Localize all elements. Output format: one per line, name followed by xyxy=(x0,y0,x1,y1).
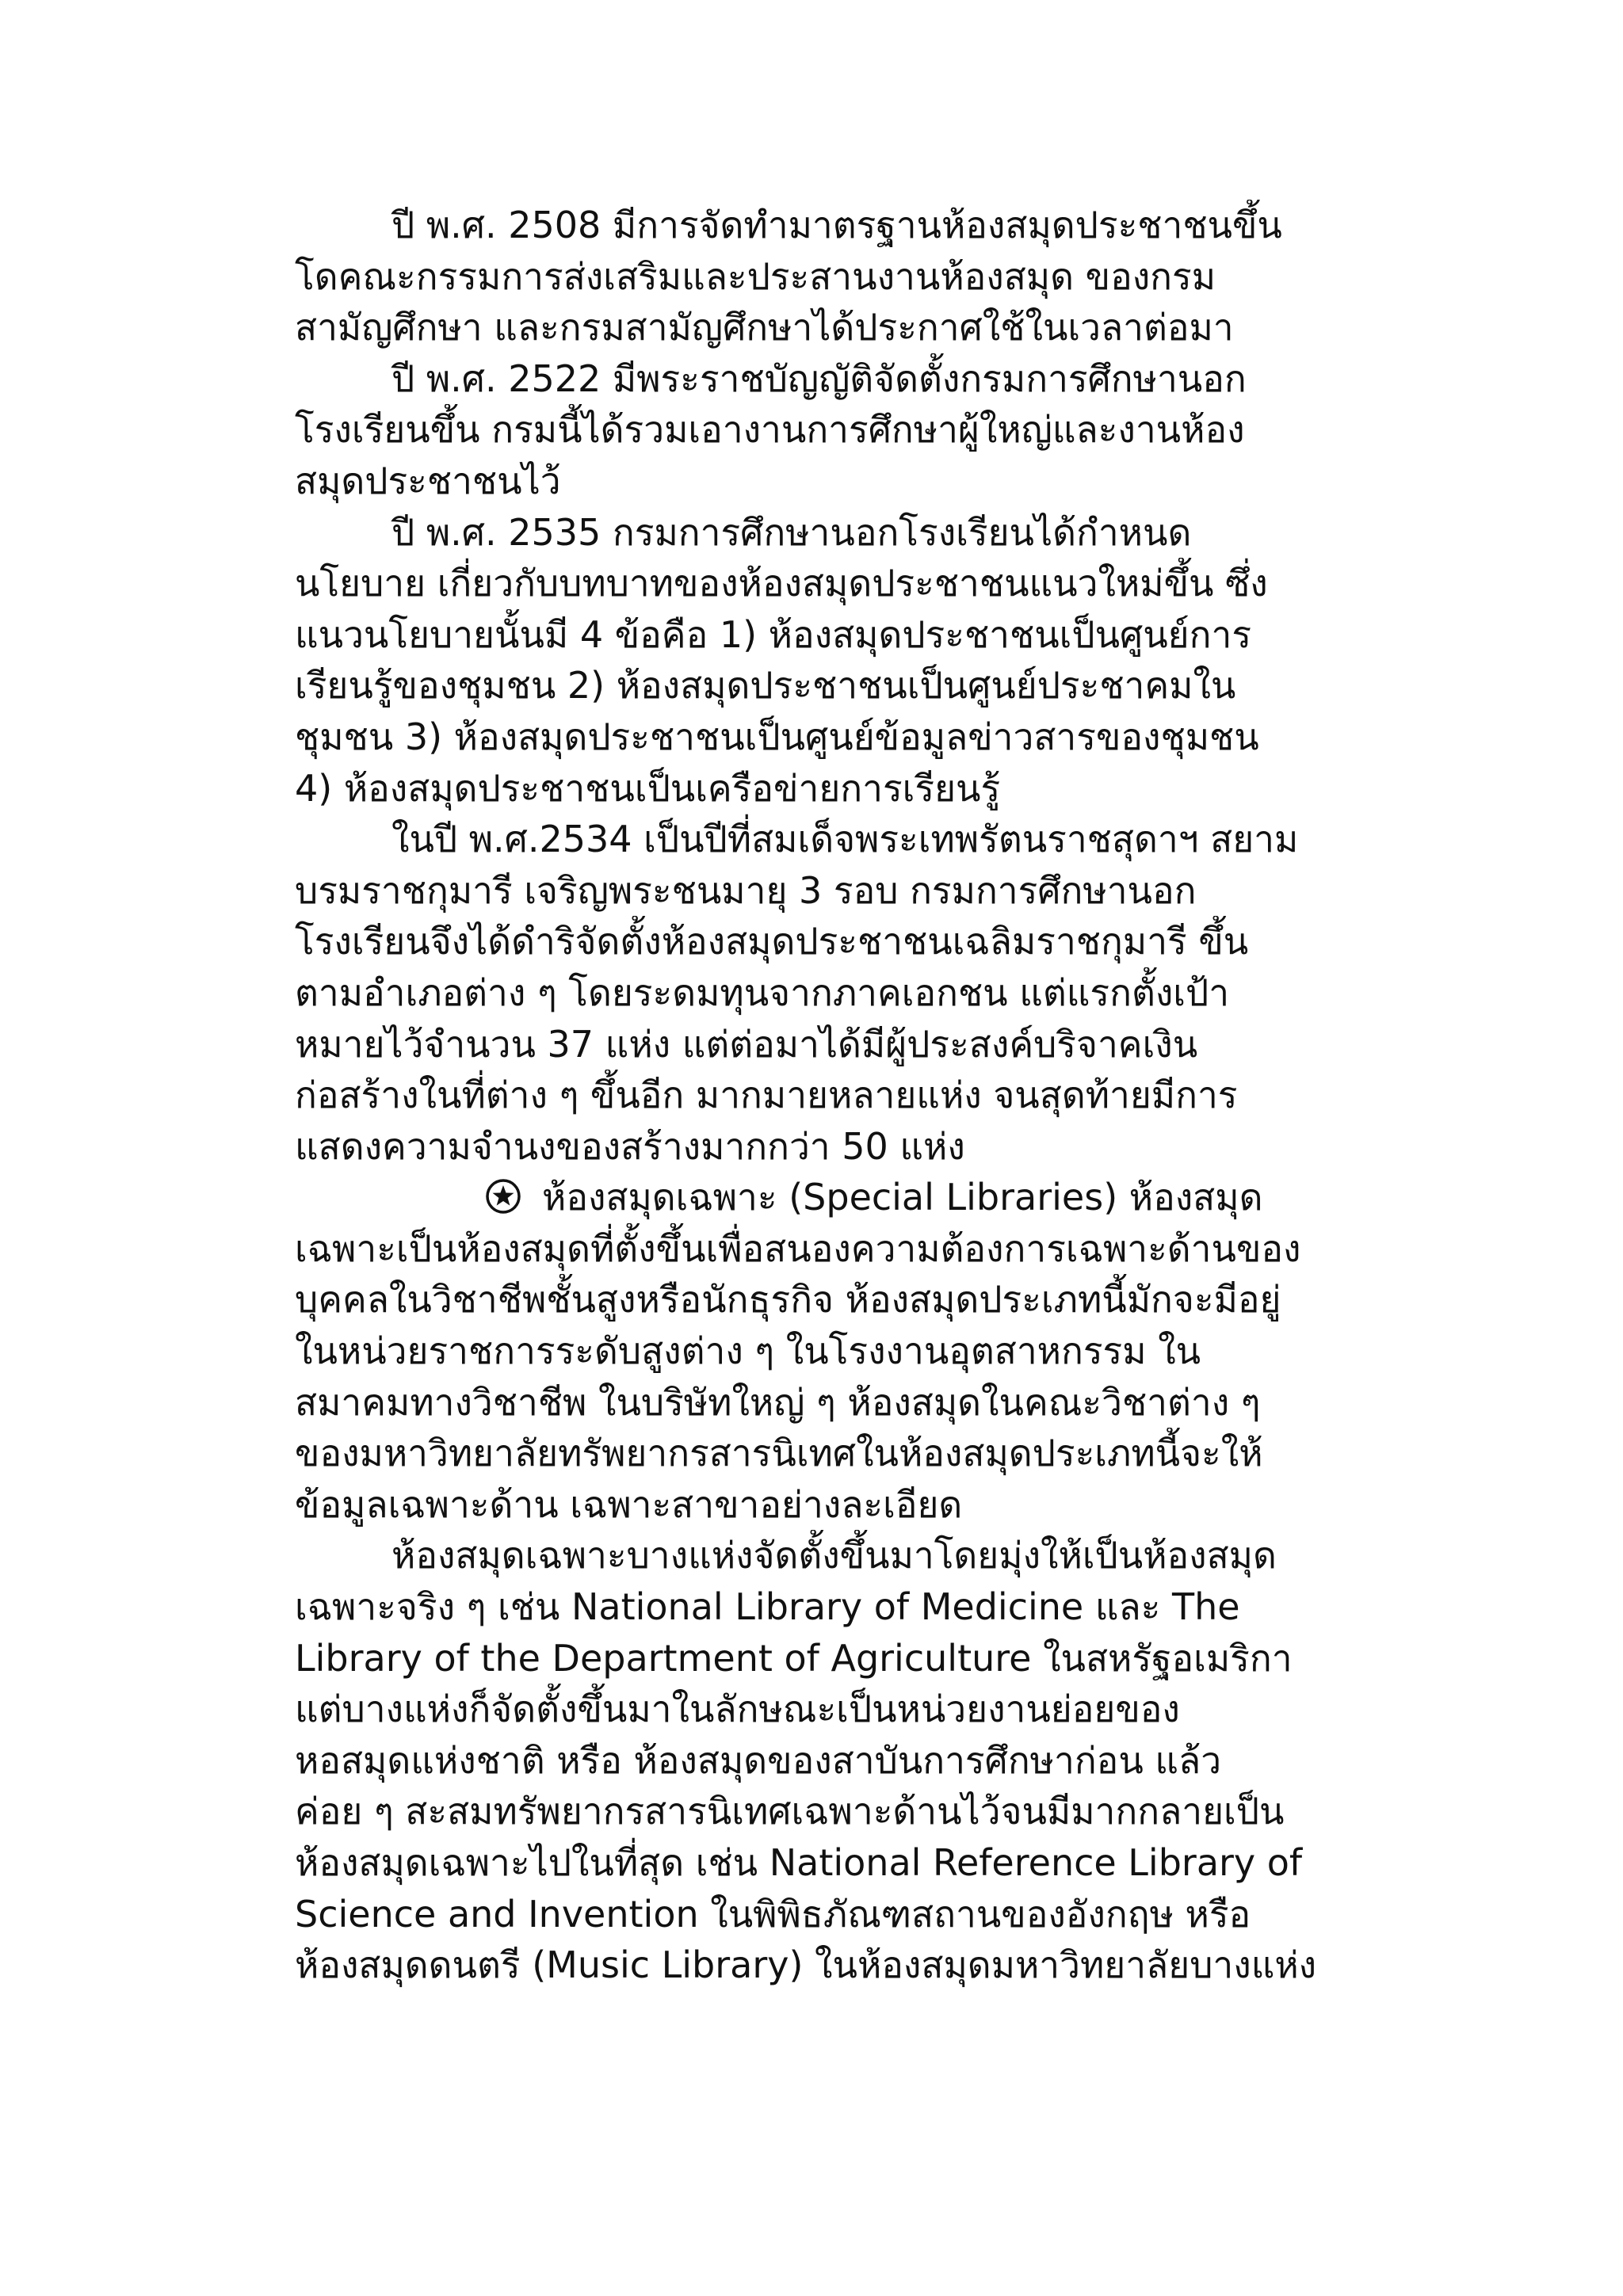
text-line-content: ปี พ.ศ. 2508 มีการจัดทำมาตรฐานห้องสมุดประชาชนขึ้น xyxy=(391,204,1282,246)
text-line xyxy=(295,1837,1436,1889)
text-line xyxy=(295,558,1436,609)
text-line xyxy=(295,1070,1436,1121)
text-line-content: ตามอำเภอต่าง ๆ โดยระดมทุนจากภาคเอกชน แต่แรกตั้งเป้า xyxy=(295,971,1230,1014)
text-line xyxy=(295,1530,1436,1581)
text-line xyxy=(295,404,1436,456)
text-line xyxy=(295,660,1436,711)
text-line-content: แนวนโยบายนั้นมี 4 ข้อคือ 1) ห้องสมุดประชาชนเป็นศูนย์การ xyxy=(295,612,1252,656)
text-line xyxy=(295,865,1436,917)
text-line-content: แสดงความจำนงของสร้างมากกว่า 50 แห่ง xyxy=(295,1124,965,1168)
text-line xyxy=(295,507,1436,559)
text-line-content: ห้องสมุดเฉพาะไปในที่สุด เช่น National Reference Library of xyxy=(295,1841,1303,1884)
text-line-content: ห้องสมุดดนตรี (Music Library) ในห้องสมุดมหาวิทยาลัยบางแห่ง xyxy=(295,1943,1317,1987)
text-line xyxy=(295,1223,1436,1275)
text-line-content: ของมหาวิทยาลัยทรัพยากรสารนิเทศในห้องสมุดประเภทนี้จะให้ xyxy=(295,1432,1263,1475)
text-line-content: Library of the Department of Agriculture ในสหรัฐอเมริกา xyxy=(295,1636,1293,1680)
text-line-content: โรงเรียนจึงได้ดำริจัดตั้งห้องสมุดประชาชนเฉลิมราชกุมารี ขึ้น xyxy=(295,920,1249,963)
text-line-content: นโยบาย เกี่ยวกับบทบาทของห้องสมุดประชาชนแนวใหม่ขึ้น ซึ่ง xyxy=(295,562,1268,605)
document-body xyxy=(295,200,1436,1991)
text-line-content: ห้องสมุดเฉพาะบางแห่งจัดตั้งขึ้นมาโดยมุ่งให้เป็นห้องสมุด xyxy=(391,1534,1277,1577)
text-line-content: ปี พ.ศ. 2535 กรมการศึกษานอกโรงเรียนได้กำหนด xyxy=(391,510,1192,554)
text-line-content: ในปี พ.ศ.2534 เป็นปีที่สมเด็จพระเทพรัตนราชสุดาฯ สยาม xyxy=(391,818,1299,861)
text-line xyxy=(295,1325,1436,1377)
text-line-content: บุคคลในวิชาชีพชั้นสูงหรือนักธุรกิจ ห้องสมุดประเภทนี้มักจะมีอยู่ xyxy=(295,1278,1281,1322)
text-line-content: ชุมชน 3) ห้องสมุดประชาชนเป็นศูนย์ข้อมูลข่าวสารของชุมชน xyxy=(295,715,1259,758)
text-line xyxy=(295,916,1436,967)
text-line xyxy=(295,353,1436,405)
text-line-content: ข้อมูลเฉพาะด้าน เฉพาะสาขาอย่างละเอียด xyxy=(295,1482,963,1526)
text-line-content: เรียนรู้ของชุมชน 2) ห้องสมุดประชาชนเป็นศูนย์ประชาคมใน xyxy=(295,664,1236,707)
text-line-content: หมายไว้จำนวน 37 แห่ง แต่ต่อมาได้มีผู้ประสงค์บริจาคเงิน xyxy=(295,1022,1198,1066)
text-line xyxy=(295,814,1436,865)
star-in-circle-icon xyxy=(485,1177,521,1213)
text-line-content: ห้องสมุดเฉพาะ (Special Libraries) ห้องสมุด xyxy=(542,1176,1263,1219)
text-line xyxy=(295,1019,1436,1070)
text-line xyxy=(295,711,1436,763)
text-line xyxy=(295,1172,1436,1223)
text-line-content: สามัญศึกษา และกรมสามัญศึกษาได้ประกาศใช้ในเวลาต่อมา xyxy=(295,306,1234,349)
text-line-content: ในหน่วยราชการระดับสูงต่าง ๆ ในโรงงานอุตสาหกรรม ใน xyxy=(295,1329,1201,1373)
text-line xyxy=(295,1428,1436,1479)
text-line-content: โรงเรียนขึ้น กรมนี้ได้รวมเอางานการศึกษาผู้ใหญ่และงานห้อง xyxy=(295,408,1245,452)
text-line xyxy=(295,1939,1436,1991)
text-line-content: สมุดประชาชนไว้ xyxy=(295,459,561,502)
text-line xyxy=(295,1121,1436,1173)
text-line xyxy=(295,1786,1436,1837)
text-line xyxy=(295,1274,1436,1325)
text-line-content: Science and Invention ในพิพิธภัณฑสถานของอังกฤษ หรือ xyxy=(295,1892,1251,1936)
text-line xyxy=(295,967,1436,1019)
text-line xyxy=(295,1581,1436,1633)
text-line xyxy=(295,763,1436,814)
text-line xyxy=(295,251,1436,303)
text-line-content: ปี พ.ศ. 2522 มีพระราชบัญญัติจัดตั้งกรมการศึกษานอก xyxy=(391,357,1247,400)
text-line-content: โดคณะกรรมการส่งเสริมและประสานงานห้องสมุด ของกรม xyxy=(295,254,1216,298)
text-line xyxy=(295,1889,1436,1940)
text-line xyxy=(295,456,1436,507)
text-line-content: บรมราชกุมารี เจริญพระชนมายุ 3 รอบ กรมการศึกษานอก xyxy=(295,868,1197,912)
text-line xyxy=(295,1684,1436,1735)
text-line xyxy=(295,1633,1436,1684)
text-line-content: 4) ห้องสมุดประชาชนเป็นเครือข่ายการเรียนรู้ xyxy=(295,766,1001,810)
text-line xyxy=(295,1735,1436,1787)
text-line xyxy=(295,609,1436,661)
text-line-content: สมาคมทางวิชาชีพ ในบริษัทใหญ่ ๆ ห้องสมุดในคณะวิชาต่าง ๆ xyxy=(295,1380,1261,1424)
text-line-content: เฉพาะเป็นห้องสมุดที่ตั้งขึ้นเพื่อสนองความต้องการเฉพาะด้านของ xyxy=(295,1226,1301,1270)
text-line xyxy=(295,1479,1436,1531)
text-line-content: ค่อย ๆ สะสมทรัพยากรสารนิเทศเฉพาะด้านไว้จนมีมากกลายเป็น xyxy=(295,1790,1285,1833)
text-line-content: ก่อสร้างในที่ต่าง ๆ ขึ้นอีก มากมายหลายแห่ง จนสุดท้ายมีการ xyxy=(295,1074,1238,1117)
text-line-content: เฉพาะจริง ๆ เช่น National Library of Medicine และ The xyxy=(295,1585,1240,1629)
text-line xyxy=(295,302,1436,353)
text-line xyxy=(295,1377,1436,1428)
text-line-content: หอสมุดแห่งชาติ หรือ ห้องสมุดของสาบันการศึกษาก่อน แล้ว xyxy=(295,1738,1222,1782)
text-line xyxy=(295,200,1436,251)
text-line-content: แต่บางแห่งก็จัดตั้งขึ้นมาในลักษณะเป็นหน่วยงานย่อยของ xyxy=(295,1688,1180,1731)
